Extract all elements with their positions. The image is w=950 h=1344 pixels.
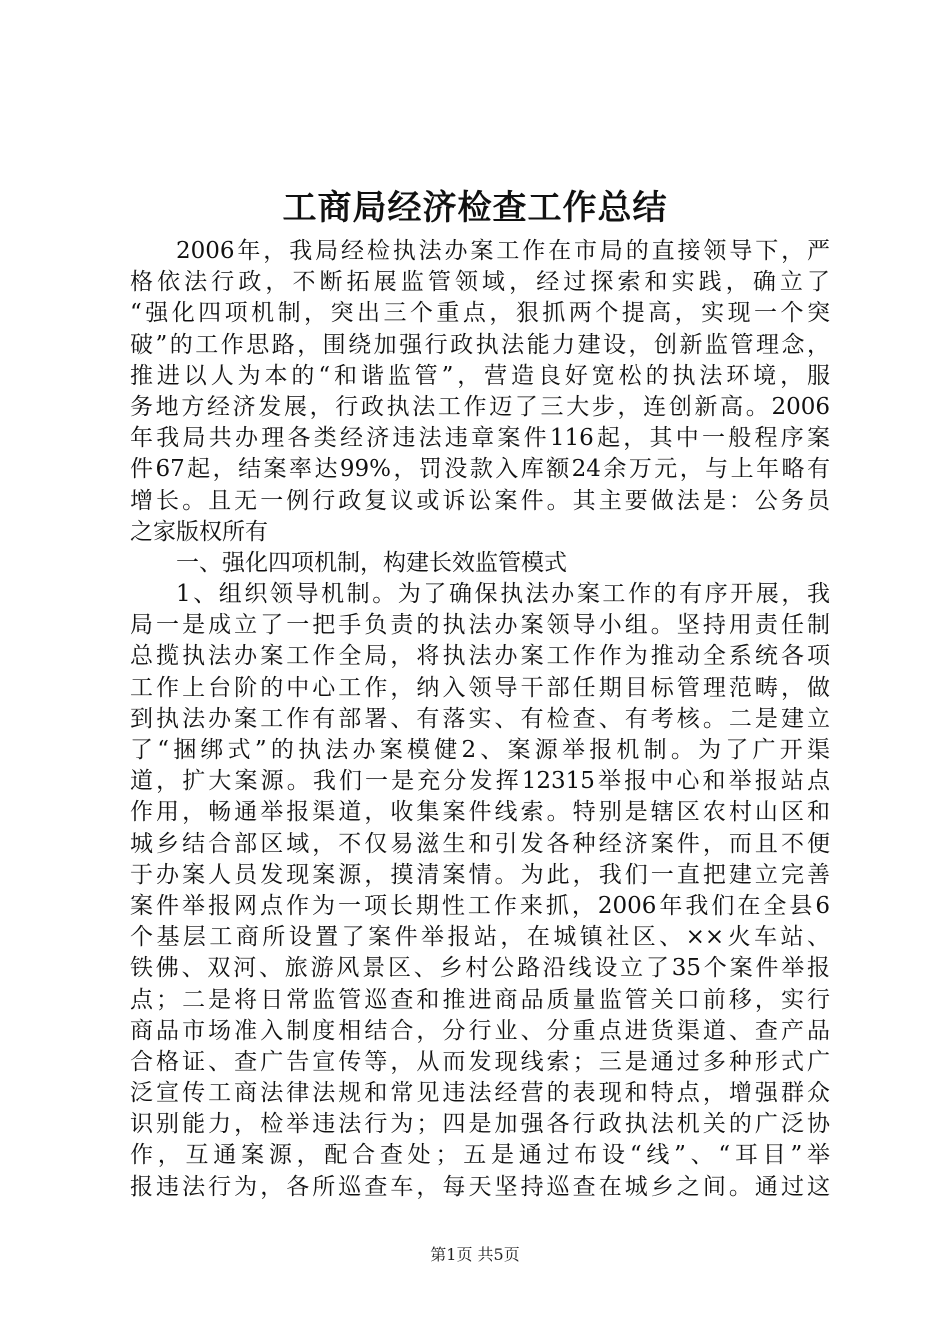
body-line: 局一是成立了一把手负责的执法办案领导小组。坚持用责任制	[130, 612, 830, 639]
document-title: 工商局经济检查工作总结	[282, 188, 668, 228]
body-line: 推进以人为本的“和谐监管”，营造良好宽松的执法环境，服	[130, 362, 830, 389]
body-line: “强化四项机制，突出三个重点，狠抓两个提高，实现一个突	[130, 300, 830, 327]
body-line: 作用，畅通举报渠道，收集案件线索。特别是辖区农村山区和	[130, 799, 830, 826]
body-line: 件67起，结案率达99%，罚没款入库额24余万元，与上年略有	[130, 456, 830, 483]
body-line: 道，扩大案源。我们一是充分发挥12315举报中心和举报站点	[130, 768, 830, 795]
body-line: 个基层工商所设置了案件举报站，在城镇社区、××火车站、	[130, 924, 830, 951]
body-line: 年我局共办理各类经济违法违章案件116起，其中一般程序案	[130, 425, 830, 452]
body-line: 报违法行为，各所巡查车，每天坚持巡查在城乡之间。通过这	[130, 1173, 830, 1200]
section-heading: 一、强化四项机制，构建长效监管模式	[176, 549, 567, 576]
body-line: 格依法行政，不断拓展监管领域，经过探索和实践，确立了	[130, 269, 830, 296]
body-line: 铁佛、双河、旅游风景区、乡村公路沿线设立了35个案件举报	[130, 955, 830, 982]
body-line: 1、组织领导机制。为了确保执法办案工作的有序开展，我	[176, 581, 830, 608]
body-line: 于办案人员发现案源，摸清案情。为此，我们一直把建立完善	[130, 861, 830, 888]
body-line: 总揽执法办案工作全局，将执法办案工作作为推动全系统各项	[130, 643, 830, 670]
body-line: 点；二是将日常监管巡查和推进商品质量监管关口前移，实行	[130, 986, 830, 1013]
body-line: 作，互通案源，配合查处；五是通过布设“线”、“耳目”举	[130, 1142, 830, 1169]
document-body	[130, 236, 830, 1203]
body-line: 合格证、查广告宣传等，从而发现线索；三是通过多种形式广	[130, 1048, 830, 1075]
body-line: 识别能力，检举违法行为；四是加强各行政执法机关的广泛协	[130, 1111, 830, 1138]
body-line: 到执法办案工作有部署、有落实、有检查、有考核。二是建立	[130, 705, 830, 732]
page-footer: 第1页 共5页	[430, 1245, 520, 1264]
body-line: 城乡结合部区域，不仅易滋生和引发各种经济案件，而且不便	[130, 830, 830, 857]
body-line: 务地方经济发展，行政执法工作迈了三大步，连创新高。2006	[130, 393, 830, 420]
body-line: 2006年，我局经检执法办案工作在市局的直接领导下，严	[176, 238, 830, 264]
body-line: 案件举报网点作为一项长期性工作来抓，2006年我们在全县6	[130, 892, 830, 919]
body-line: 增长。且无一例行政复议或诉讼案件。其主要做法是：公务员	[130, 487, 830, 514]
body-line: 了“捆绑式”的执法办案模健2、案源举报机制。为了广开渠	[130, 737, 830, 763]
body-line: 破”的工作思路，围绕加强行政执法能力建设，创新监管理念，	[130, 331, 830, 358]
body-line: 泛宣传工商法律法规和常见违法经营的表现和特点，增强群众	[130, 1080, 830, 1107]
body-line: 商品市场准入制度相结合，分行业、分重点进货渠道、查产品	[130, 1017, 830, 1044]
body-line: 之家版权所有	[130, 518, 268, 545]
body-line: 工作上台阶的中心工作，纳入领导干部任期目标管理范畴，做	[130, 674, 830, 701]
